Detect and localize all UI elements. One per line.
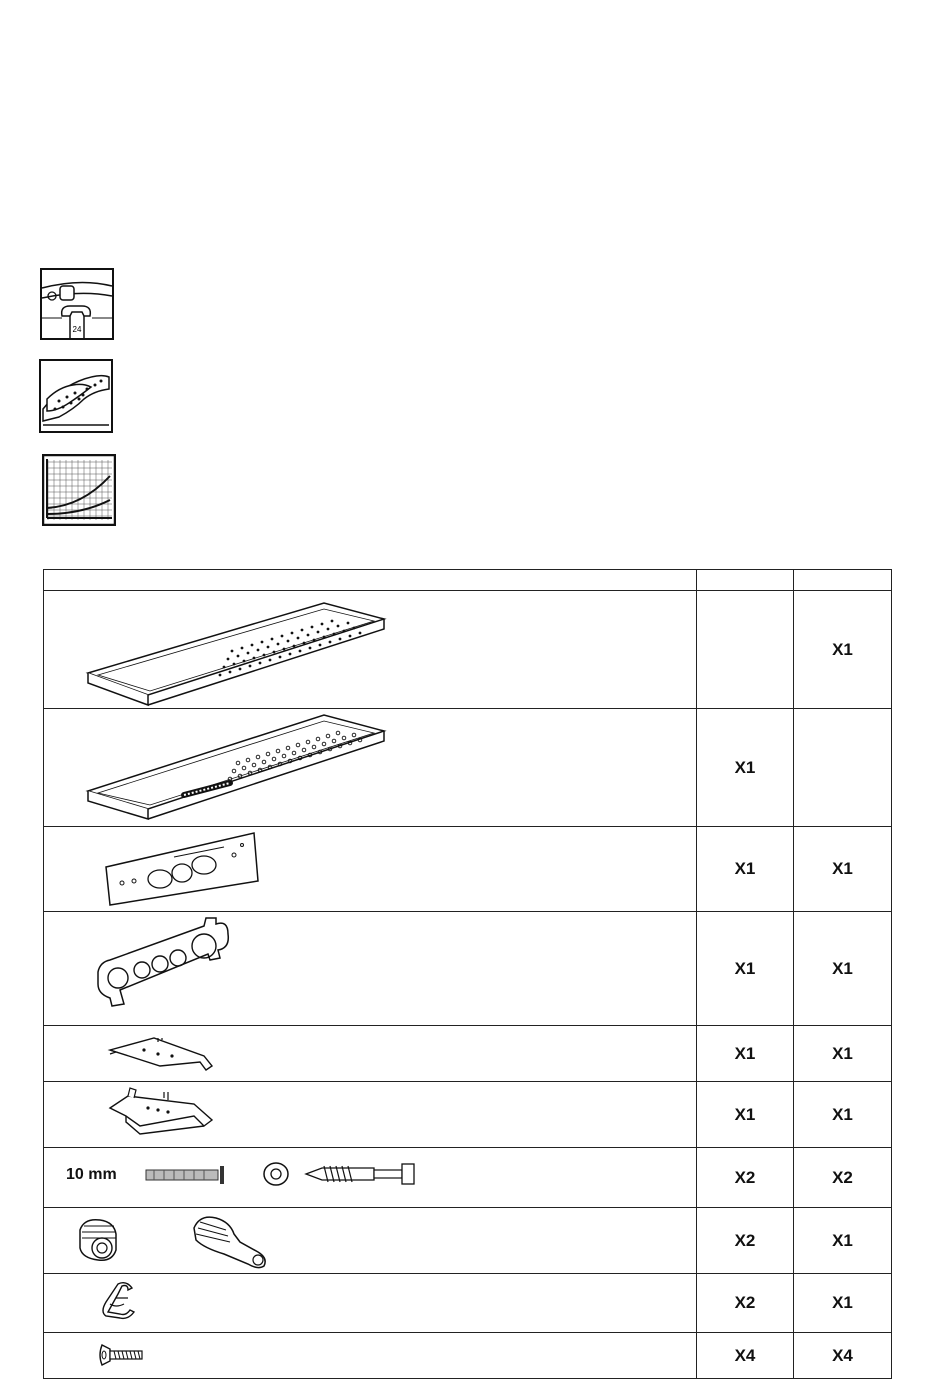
table-row — [44, 827, 892, 912]
qty-b-cell: X1 — [794, 1082, 892, 1148]
part-illustration-cell — [44, 591, 697, 709]
qty-b-cell: X1 — [794, 1208, 892, 1274]
table-row — [44, 1333, 892, 1379]
header-cell-qty-a — [697, 570, 794, 591]
qty-b-cell: X1 — [794, 827, 892, 912]
clip-illustration — [44, 1274, 697, 1332]
qty-b-cell: X1 — [794, 1274, 892, 1333]
part-illustration-cell — [44, 912, 697, 1026]
qty-a-cell: X1 — [697, 912, 794, 1026]
qty-a-cell: X1 — [697, 1026, 794, 1082]
header-cell-qty-b — [794, 570, 892, 591]
table-row — [44, 1082, 892, 1148]
table-header-row — [44, 570, 892, 591]
qty-a-cell: X2 — [697, 1148, 794, 1208]
table-row — [44, 709, 892, 827]
qty-a-cell: X1 — [697, 827, 794, 912]
qty-a-cell: X2 — [697, 1208, 794, 1274]
part-illustration-cell — [44, 1148, 697, 1208]
qty-b-cell: X4 — [794, 1333, 892, 1379]
drill-size-label: 10 mm — [66, 1166, 117, 1183]
qty-b-cell: X1 — [794, 912, 892, 1026]
part-illustration-cell — [44, 1333, 697, 1379]
template-plate-illustration — [44, 912, 697, 1025]
pressure-graph-icon — [42, 454, 116, 526]
qty-a-cell — [697, 591, 794, 709]
qty-a-cell: X1 — [697, 1082, 794, 1148]
table-row — [44, 1208, 892, 1274]
qty-b-cell — [794, 709, 892, 827]
header-cell-item — [44, 570, 697, 591]
wall-plug-screw-illustration — [44, 1148, 697, 1207]
table-row — [44, 1026, 892, 1082]
bracket-angled-illustration — [44, 1082, 697, 1147]
part-illustration-cell — [44, 1082, 697, 1148]
bracket-flat-illustration — [44, 1026, 697, 1081]
connector-fittings-illustration — [44, 1208, 697, 1273]
table-row — [44, 1148, 892, 1208]
table-row — [44, 1274, 892, 1333]
shower-head-panel-bar-illustration — [44, 709, 697, 826]
part-illustration-cell — [44, 1274, 697, 1333]
table-row — [44, 912, 892, 1026]
part-illustration-cell — [44, 709, 697, 827]
qty-b-cell: X2 — [794, 1148, 892, 1208]
wrench-tool-icon — [40, 268, 114, 340]
qty-b-cell: X1 — [794, 1026, 892, 1082]
qty-a-cell: X1 — [697, 709, 794, 827]
shower-head-panel-illustration — [44, 591, 697, 708]
mounting-plate-illustration — [44, 827, 697, 911]
qty-a-cell: X4 — [697, 1333, 794, 1379]
qty-a-cell: X2 — [697, 1274, 794, 1333]
screw-small-illustration — [44, 1333, 697, 1378]
wrench-size-label: 24 — [72, 325, 82, 334]
part-illustration-cell — [44, 827, 697, 912]
parts-table — [43, 569, 892, 1379]
hands-assembly-icon — [39, 359, 113, 433]
part-illustration-cell — [44, 1208, 697, 1274]
table-row — [44, 591, 892, 709]
qty-b-cell: X1 — [794, 591, 892, 709]
part-illustration-cell — [44, 1026, 697, 1082]
